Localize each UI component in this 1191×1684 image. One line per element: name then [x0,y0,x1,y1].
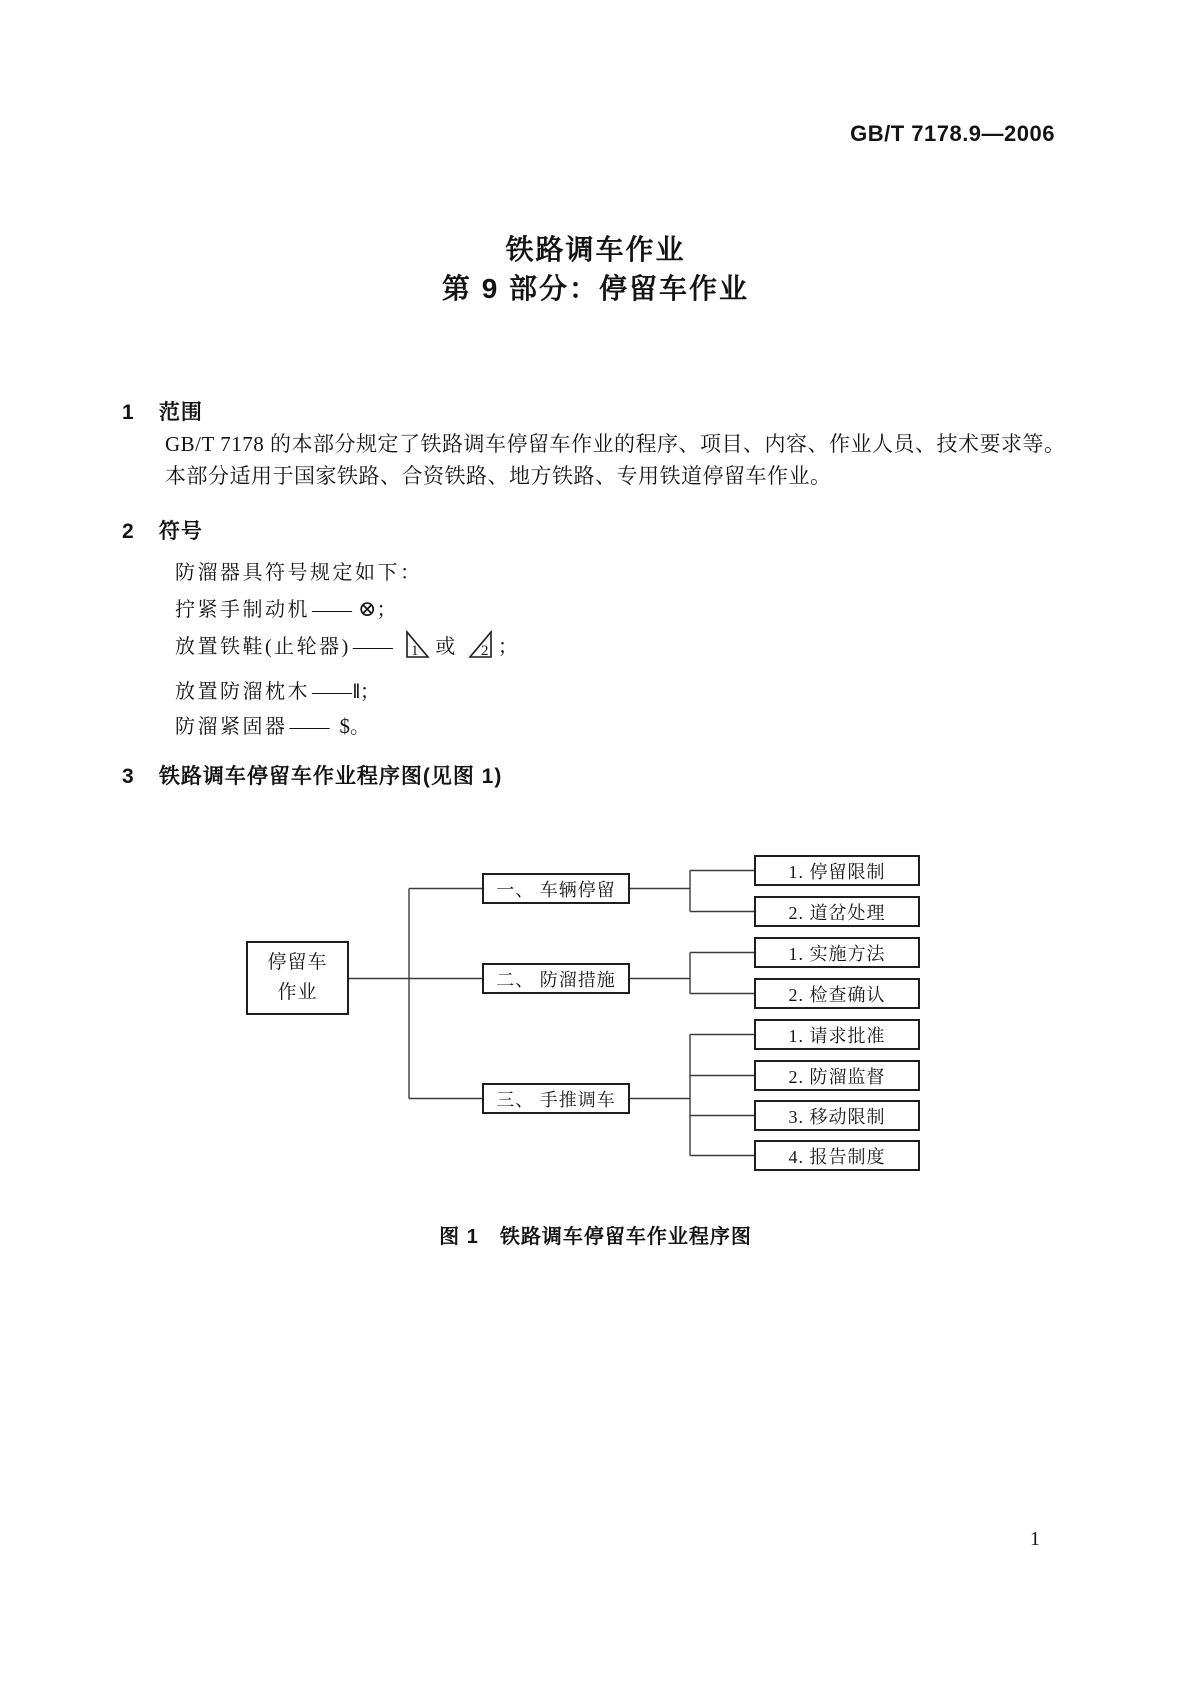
dash: —— [312,599,352,621]
symbol-row-sleeper [175,675,380,704]
flowchart-leaf-check-confirm: 2. 检查确认 [754,978,920,1009]
symbol-label: 放置防溜枕木 [175,681,310,703]
figure-caption: 图 1 铁路调车停留车作业程序图 [439,1226,752,1248]
symbol-label: 放置铁鞋(止轮器) [175,636,351,658]
svg-text:2: 2 [480,643,491,659]
dash: —— [312,681,352,703]
flowchart-leaf-movement-limits: 3. 移动限制 [754,1100,920,1131]
dash: —— [289,716,330,738]
wheel-chock-2-icon [468,629,495,660]
section-1-heading [122,396,203,426]
svg-text:1: 1 [411,643,422,659]
document-title: 铁路调车作业 [505,234,686,265]
scope-paragraph-1: GB/T 7178 的本部分规定了铁路调车停留车作业的程序、项目、内容、作业人员、技术要求等。 [165,432,1066,456]
root-label-line2: 作业 [277,982,318,1003]
or-word: 或 [435,636,456,658]
section-2-heading [122,515,203,545]
flowchart-root-box [246,941,349,1015]
root-label-line1: 停留车 [267,952,328,973]
punctuation: 。 [350,716,370,738]
dollar-icon: $ [339,714,350,738]
flowchart-leaf-implementation-method: 1. 实施方法 [754,937,920,968]
wheel-chock-1-icon [403,629,430,660]
double-bar-icon: ‖ [353,679,360,703]
symbol-row-handbrake [175,593,396,622]
page-number: 1 [1030,1528,1040,1550]
section-3-number: 3 [122,765,135,788]
flowchart-leaf-antiroll-supervision: 2. 防溜监督 [754,1060,920,1091]
symbol-row-fastener [175,710,370,739]
flowchart-leaf-reporting-system: 4. 报告制度 [754,1140,920,1171]
dash: —— [352,636,393,658]
standard-number: GB/T 7178.9—2006 [850,121,1055,146]
flowchart-branch-hand-shunting: 三、 手推调车 [482,1083,630,1114]
section-2-number: 2 [122,520,135,543]
document-subtitle: 第 9 部分：停留车作业 [441,273,750,304]
symbol-label: 拧紧手制动机 [175,599,310,621]
section-1-number: 1 [122,401,135,424]
section-1-title: 范围 [158,401,203,424]
flowchart-leaf-request-approval: 1. 请求批准 [754,1019,920,1050]
punctuation: ； [359,681,380,703]
scope-paragraph-2: 本部分适用于国家铁路、合资铁路、地方铁路、专用铁道停留车作业。 [165,464,832,488]
flowchart-leaf-switch-handling: 2. 道岔处理 [754,896,920,927]
symbol-label: 防溜紧固器 [175,716,288,738]
symbols-intro: 防溜器具符号规定如下： [175,562,423,584]
circled-times-icon: ⊗ [358,596,377,621]
symbol-row-iron-shoe [175,629,518,660]
flowchart-branch-antiroll-measures: 二、 防溜措施 [482,963,630,994]
flowchart-leaf-parking-limits: 1. 停留限制 [754,855,920,886]
section-3-heading [122,760,502,790]
flowchart-branch-vehicle-parking: 一、 车辆停留 [482,873,630,904]
punctuation: ； [376,599,397,621]
section-2-title: 符号 [158,520,203,543]
punctuation: ； [497,636,518,658]
section-3-title: 铁路调车停留车作业程序图(见图 1) [158,765,503,788]
